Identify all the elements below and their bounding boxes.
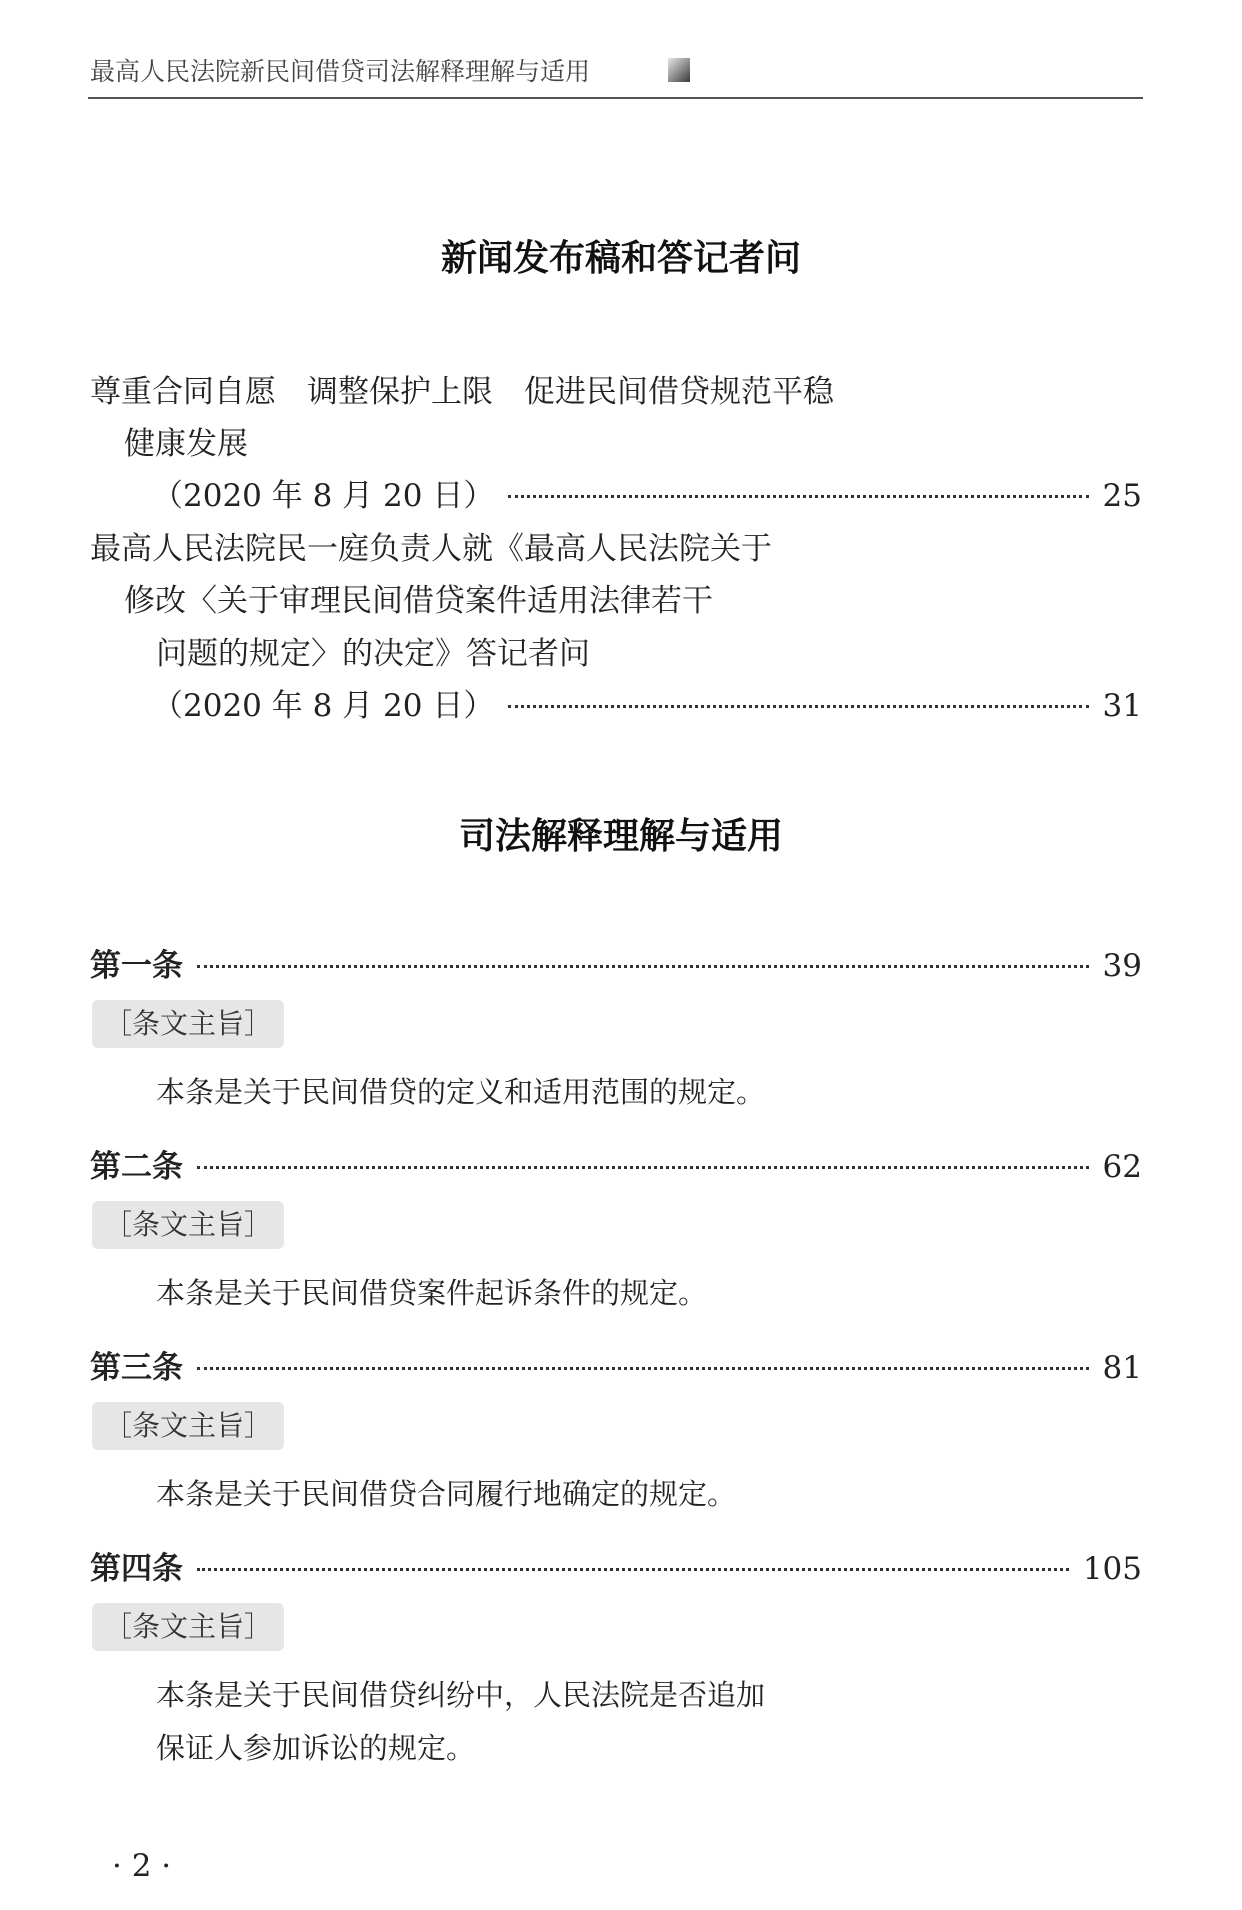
article-description: 本条是关于民间借贷纠纷中，人民法院是否追加 [156,1678,766,1712]
section-title-interpretation: 司法解释理解与适用 [458,815,783,857]
page-number: · 2 · [112,1848,172,1884]
header-divider [88,97,1143,99]
entry2-date: （2020 年 8 月 20 日） [152,688,495,724]
entry2-line3: 问题的规定〉的决定》答记者问 [156,636,590,672]
article-label: 第一条 [90,948,183,984]
article-purpose-tag: ［条文主旨］ [92,1000,284,1048]
entry1-date: （2020 年 8 月 20 日） [152,478,495,514]
entry1-page-number: 25 [1102,478,1142,514]
article-purpose-tag: ［条文主旨］ [92,1402,284,1450]
leader-dots [508,495,1088,498]
article-row-2[interactable] [90,1141,1142,1186]
leader-dots [197,1568,1069,1571]
entry1-line2: 健康发展 [124,426,248,462]
article-label: 第二条 [90,1149,183,1185]
leader-dots [197,1367,1089,1370]
article-description: 本条是关于民间借贷的定义和适用范围的规定。 [156,1075,766,1109]
article-description: 本条是关于民间借贷合同履行地确定的规定。 [156,1477,737,1511]
article-description-line2: 保证人参加诉讼的规定。 [156,1731,476,1765]
article-label: 第三条 [90,1350,183,1386]
leader-dots [508,705,1088,708]
entry2-line2: 修改〈关于审理民间借贷案件适用法律若干 [124,583,713,619]
section-title-press-release: 新闻发布稿和答记者问 [440,237,801,279]
leader-dots [197,965,1089,968]
article-label: 第四条 [90,1551,183,1587]
entry1-line1: 尊重合同自愿 调整保护上限 促进民间借贷规范平稳 [90,374,834,410]
article-page-number: 39 [1102,948,1142,984]
entry2-date-row[interactable] [152,680,1142,725]
article-description: 本条是关于民间借贷案件起诉条件的规定。 [156,1276,708,1310]
article-purpose-tag: ［条文主旨］ [92,1603,284,1651]
article-row-3[interactable] [90,1342,1142,1387]
article-purpose-tag: ［条文主旨］ [92,1201,284,1249]
article-row-1[interactable] [90,940,1142,985]
running-header-title: 最高人民法院新民间借贷司法解释理解与适用 [90,57,591,86]
entry2-line1: 最高人民法院民一庭负责人就《最高人民法院关于 [90,531,772,567]
entry2-page-number: 31 [1102,688,1142,724]
article-page-number: 81 [1102,1350,1142,1386]
leader-dots [197,1166,1089,1169]
article-page-number: 105 [1082,1551,1142,1587]
header-corner-mark-icon [668,58,690,82]
article-page-number: 62 [1102,1149,1142,1185]
article-row-4[interactable] [90,1543,1142,1588]
entry1-date-row[interactable] [152,470,1142,515]
